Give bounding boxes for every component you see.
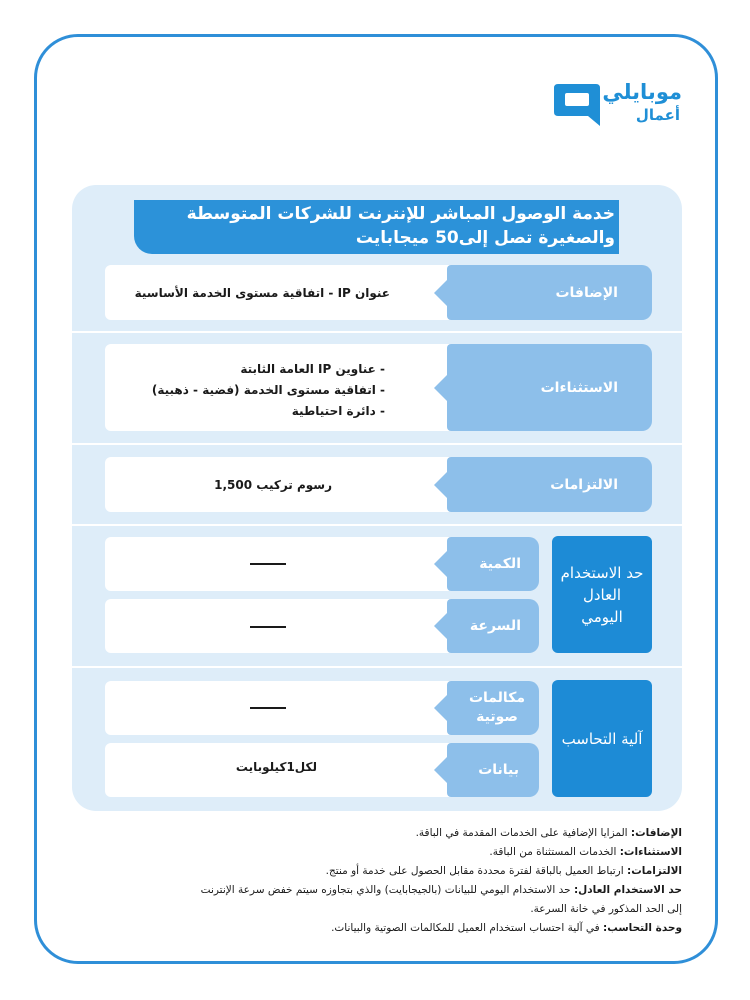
- row-divider: [72, 524, 682, 526]
- note-text: إلى الحد المذكور في خانة السرعة.: [530, 903, 682, 915]
- exclusion-item: - دائرة احتياطية: [291, 404, 385, 418]
- note-term: الاستثناءات:: [619, 846, 682, 858]
- brand-logo: [552, 80, 682, 130]
- fair-use-group-label: [552, 536, 652, 653]
- voice-label: [447, 681, 539, 735]
- note-term: وحدة التحاسب:: [603, 922, 682, 934]
- billing-group-label: [552, 680, 652, 797]
- commitments-label: [447, 457, 652, 512]
- definitions-notes: [102, 824, 682, 938]
- note-line: [102, 843, 682, 862]
- additions-label-text: الإضافات: [555, 284, 618, 301]
- brand-sub: أعمال: [635, 106, 680, 124]
- brand-name: موبايلي: [602, 80, 682, 104]
- exclusions-label: [447, 344, 652, 431]
- note-line: [102, 900, 682, 919]
- exclusions-list: [152, 359, 385, 422]
- title-line-1: خدمة الوصول المباشر للإنترنت للشركات المتوسطة: [186, 204, 615, 224]
- note-line: [102, 881, 682, 900]
- row-divider: [72, 331, 682, 333]
- note-line: [102, 824, 682, 843]
- note-line: [102, 919, 682, 938]
- voice-value-box: [105, 681, 485, 735]
- fair-use-group-text: حد الاستخدام العادل اليومي: [560, 563, 644, 626]
- voice-empty-dash: [250, 707, 286, 709]
- additions-label: [447, 265, 652, 320]
- quantity-label-text: الكمية: [479, 556, 521, 572]
- title-line-2: والصغيرة تصل إلى50 ميجابايت: [355, 228, 615, 248]
- quantity-label: [447, 537, 539, 591]
- voice-label-text: مكالمات صوتية: [468, 690, 526, 725]
- exclusion-item: - اتفاقية مستوى الخدمة (فضية - ذهبية): [151, 383, 385, 397]
- row-divider: [72, 443, 682, 445]
- data-label: [447, 743, 539, 797]
- quantity-empty-dash: [250, 563, 286, 565]
- commitments-value: رسوم تركيب 1,500: [214, 478, 332, 492]
- billing-group-text: آلية التحاسب: [561, 729, 643, 748]
- note-text: الخدمات المستثناة من الباقة.: [489, 846, 620, 858]
- note-term: الالتزامات:: [627, 865, 682, 877]
- speed-empty-dash: [250, 626, 286, 628]
- note-text: حد الاستخدام اليومي للبيانات (بالجيجابايت) والذي بتجاوزه سيتم خفض سرعة الإنترنت: [200, 884, 574, 896]
- note-text: المزايا الإضافية على الخدمات المقدمة في الباقة.: [415, 827, 631, 839]
- speed-label-text: السرعة: [469, 618, 521, 634]
- note-text: ارتباط العميل بالباقة لفترة محددة مقابل الحصول على خدمة أو منتج.: [325, 865, 628, 877]
- quantity-value-box: [105, 537, 485, 591]
- package-title: [145, 202, 615, 250]
- exclusion-item: - عناوين IP العامة الثابتة: [240, 362, 385, 376]
- data-label-text: بيانات: [478, 762, 519, 778]
- speed-value-box: [105, 599, 485, 653]
- note-line: [102, 862, 682, 881]
- note-term: حد الاستخدام العادل:: [573, 884, 682, 896]
- commitments-label-text: الالتزامات: [550, 476, 618, 493]
- mobily-logo-icon: [552, 80, 602, 130]
- additions-value: عنوان IP - اتفاقية مستوى الخدمة الأساسية: [134, 286, 390, 300]
- speed-label: [447, 599, 539, 653]
- note-text: في آلية احتساب استخدام العميل للمكالمات الصوتية والبيانات.: [331, 922, 603, 934]
- row-divider: [72, 666, 682, 668]
- note-term: الإضافات:: [630, 827, 682, 839]
- data-value: لكل1كيلوبايت: [235, 760, 317, 774]
- exclusions-label-text: الاستثناءات: [540, 379, 618, 396]
